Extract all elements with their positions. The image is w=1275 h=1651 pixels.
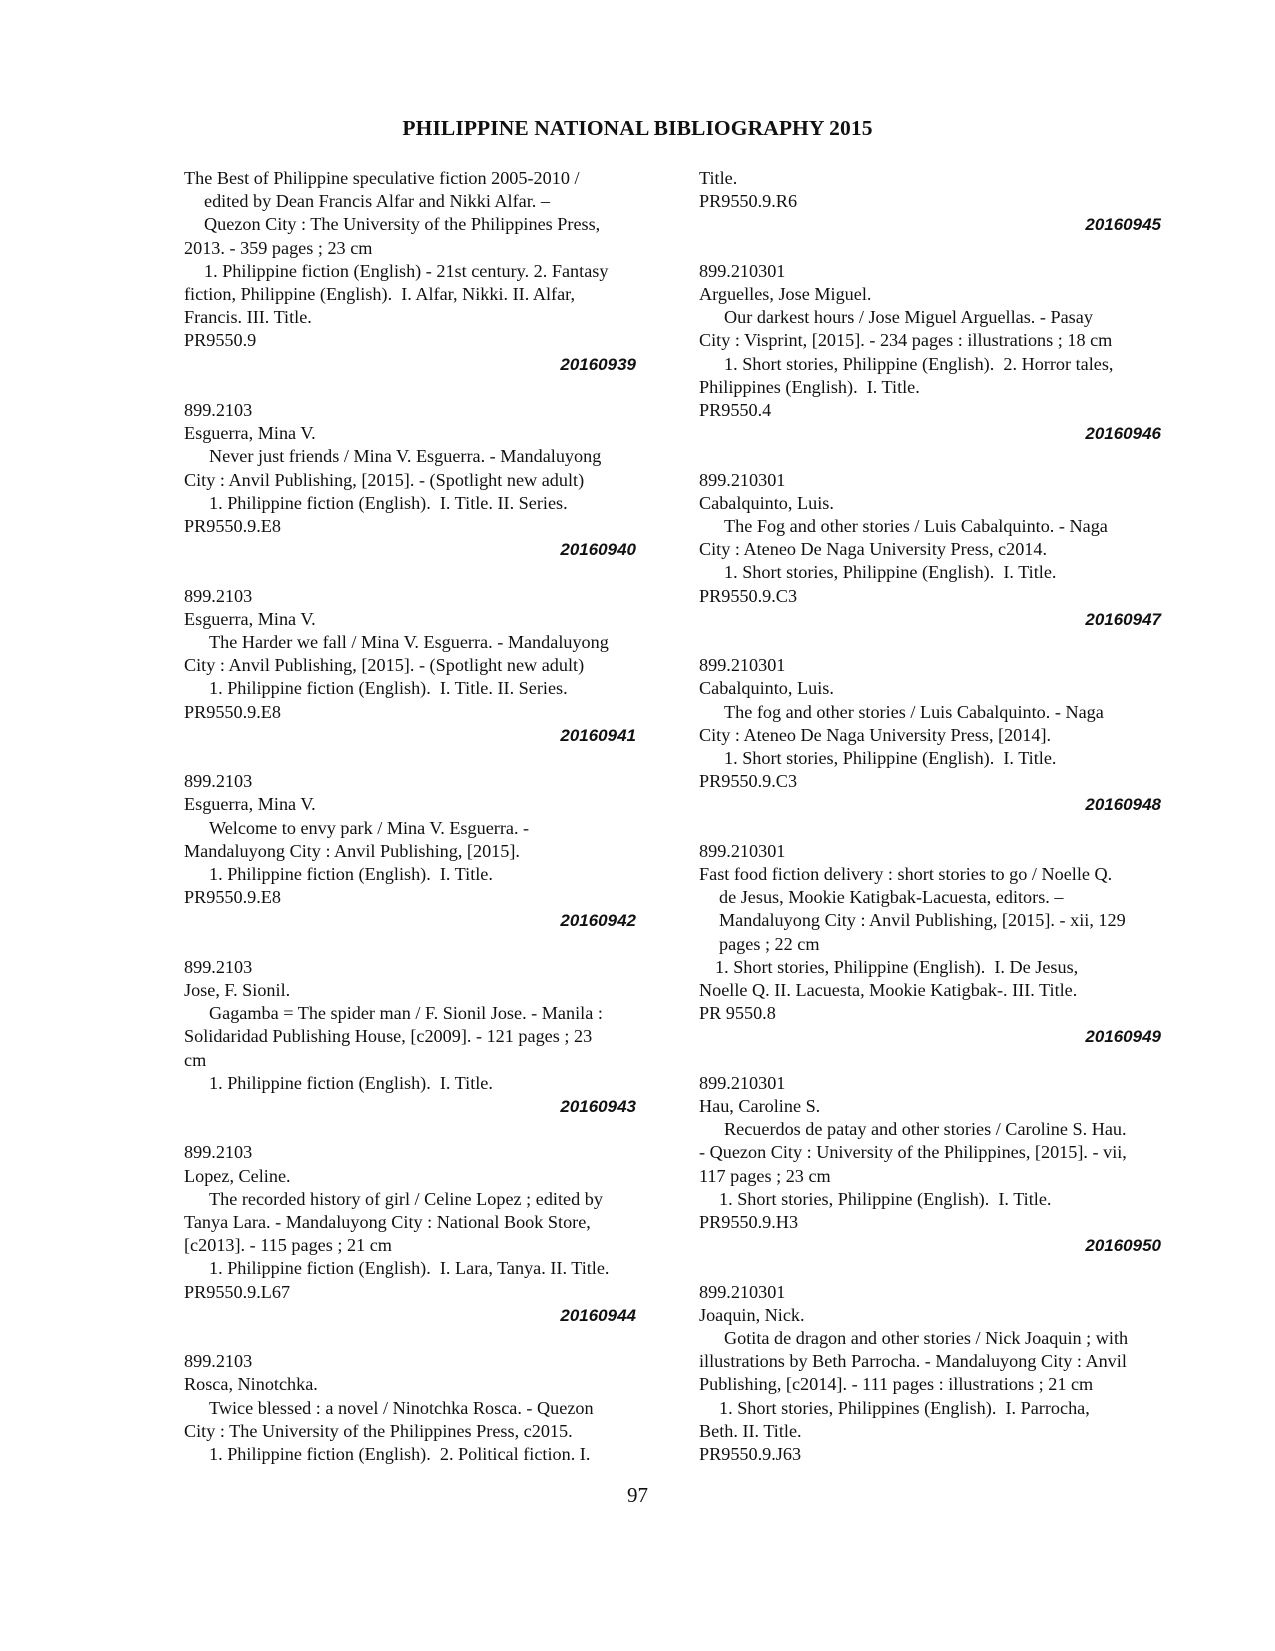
- classification-number: 899.2103: [184, 585, 253, 606]
- entry-subjects-line: 1. Philippine fiction (English). I. Title.: [209, 1072, 493, 1093]
- bibliographic-entry: [699, 1072, 1179, 1258]
- classification-number: 899.210301: [699, 655, 786, 676]
- entry-text-line: Solidaridad Publishing House, [c2009]. - 121 pages ; 23: [184, 1026, 593, 1047]
- entry-subjects-line: Philippines (English). I. Title.: [699, 376, 920, 397]
- control-number: 20160940: [560, 540, 636, 560]
- bibliographic-entry: [184, 399, 654, 561]
- entry-subjects-line: 1. Short stories, Philippine (English). I. Title.: [724, 562, 1057, 583]
- bibliographic-entry: [699, 167, 1179, 237]
- classification-number: 899.210301: [699, 1281, 786, 1302]
- author-heading: Arguelles, Jose Miguel.: [699, 284, 872, 304]
- entry-text-line: The Harder we fall / Mina V. Esguerra. - Mandaluyong: [209, 632, 609, 653]
- author-heading: Cabalquinto, Luis.: [699, 492, 834, 513]
- author-heading: Rosca, Ninotchka.: [184, 1374, 318, 1395]
- entry-text-line: Mandaluyong City : Anvil Publishing, [2015].: [184, 840, 520, 861]
- bibliographic-entry: [699, 260, 1179, 446]
- entry-text-line: Recuerdos de patay and other stories / Caroline S. Hau.: [724, 1119, 1127, 1140]
- author-heading: Joaquin, Nick.: [699, 1304, 805, 1325]
- call-number: PR9550.9.H3: [699, 1212, 799, 1233]
- page-number: 97: [627, 1483, 648, 1507]
- classification-number: 899.2103: [184, 956, 253, 977]
- entry-subjects-line: 1. Philippine fiction (English). I. Title. II. Series.: [209, 492, 568, 513]
- control-number: 20160946: [1085, 424, 1161, 444]
- control-number: 20160948: [1085, 795, 1161, 815]
- entry-subjects-line: Noelle Q. II. Lacuesta, Mookie Katigbak-. III. Title.: [699, 980, 1078, 1001]
- control-number: 20160947: [1085, 609, 1161, 629]
- entry-text-line: The recorded history of girl / Celine Lopez ; edited by: [209, 1188, 603, 1209]
- control-number: 20160950: [1085, 1236, 1161, 1256]
- call-number: PR9550.4: [699, 400, 772, 421]
- entry-subjects-line: 1. Short stories, Philippine (English). I. Title.: [719, 1188, 1052, 1209]
- author-heading: Jose, F. Sionil.: [184, 980, 291, 1001]
- bibliographic-entry: [184, 585, 654, 747]
- call-number: PR 9550.8: [699, 1003, 776, 1024]
- entry-text-line: City : Ateneo De Naga University Press, [2014].: [699, 724, 1052, 745]
- classification-number: 899.210301: [699, 1072, 786, 1093]
- bibliographic-entry: [184, 1141, 654, 1327]
- entry-subjects-line: 1. Philippine fiction (English). I. Title. II. Series.: [209, 678, 568, 699]
- bibliographic-entry: [184, 956, 654, 1118]
- bibliographic-entry: [699, 840, 1179, 1049]
- bibliographic-entry: [699, 469, 1179, 631]
- classification-number: 899.210301: [699, 840, 786, 861]
- entry-title-line: Fast food fiction delivery : short stories to go / Noelle Q.: [699, 864, 1113, 885]
- control-number: 20160944: [560, 1305, 636, 1325]
- entry-text-line: Never just friends / Mina V. Esguerra. - Mandaluyong: [209, 446, 602, 467]
- entry-text-line: - Quezon City : University of the Philippines, [2015]. - vii,: [699, 1142, 1127, 1163]
- call-number: PR9550.9.R6: [699, 191, 798, 212]
- classification-number: 899.2103: [184, 771, 253, 792]
- author-heading: Hau, Caroline S.: [699, 1096, 821, 1117]
- bibliographic-entry: [184, 1350, 654, 1466]
- entry-subjects-line: 1. Short stories, Philippine (English). I. Title.: [724, 748, 1057, 769]
- control-number: 20160941: [560, 725, 636, 745]
- control-number: 20160949: [1085, 1027, 1161, 1047]
- classification-number: 899.2103: [184, 1351, 253, 1372]
- entry-subjects-line: 1. Short stories, Philippines (English). I. Parrocha,: [719, 1397, 1090, 1418]
- entry-text-line: Welcome to envy park / Mina V. Esguerra. -: [209, 817, 530, 838]
- entry-title-line: The Best of Philippine speculative fiction 2005-2010 /: [184, 168, 580, 188]
- entry-subjects-line: 1. Short stories, Philippine (English). I. De Jesus,: [715, 956, 1079, 977]
- author-heading: Esguerra, Mina V.: [184, 794, 316, 815]
- entry-text-line: Tanya Lara. - Mandaluyong City : National Book Store,: [184, 1212, 591, 1233]
- entry-text-line: illustrations by Beth Parrocha. - Mandaluyong City : Anvil: [699, 1351, 1127, 1372]
- entry-text-line: City : Visprint, [2015]. - 234 pages : illustrations ; 18 cm: [699, 330, 1113, 351]
- entry-text-line: The fog and other stories / Luis Cabalquinto. - Naga: [724, 701, 1104, 722]
- entry-text-line: City : Anvil Publishing, [2015]. - (Spotlight new adult): [184, 469, 585, 490]
- control-number: 20160945: [1085, 215, 1161, 235]
- classification-number: 899.210301: [699, 469, 786, 490]
- call-number: PR9550.9.C3: [699, 585, 798, 606]
- call-number: PR9550.9.E8: [184, 516, 282, 537]
- call-number: PR9550.9: [184, 330, 257, 351]
- call-number: PR9550.9.E8: [184, 701, 282, 722]
- entry-text-line: edited by Dean Francis Alfar and Nikki Alfar. –: [204, 191, 550, 212]
- entry-subjects-line: 1. Philippine fiction (English). I. Title.: [209, 864, 493, 885]
- entry-subjects-line: 1. Philippine fiction (English). I. Lara, Tanya. II. Title.: [209, 1258, 610, 1279]
- control-number: 20160939: [560, 354, 636, 374]
- call-number: PR9550.9.C3: [699, 771, 798, 792]
- entry-text-line: [c2013]. - 115 pages ; 21 cm: [184, 1235, 392, 1256]
- entry-subjects-line: Beth. II. Title.: [699, 1420, 802, 1441]
- bibliographic-entry: [184, 167, 654, 376]
- entry-text-line: Twice blessed : a novel / Ninotchka Rosca. - Quezon: [209, 1397, 594, 1418]
- call-number: PR9550.9.J63: [699, 1444, 802, 1465]
- entry-text-line: 117 pages ; 23 cm: [699, 1165, 831, 1186]
- entry-subjects-line: 1. Short stories, Philippine (English). 2. Horror tales,: [724, 353, 1114, 374]
- entry-text-line: Mandaluyong City : Anvil Publishing, [2015]. - xii, 129: [719, 910, 1126, 931]
- author-heading: Esguerra, Mina V.: [184, 423, 316, 444]
- entry-subjects-line: Title.: [699, 168, 738, 188]
- author-heading: Cabalquinto, Luis.: [699, 678, 834, 699]
- entry-subjects-line: Francis. III. Title.: [184, 307, 312, 328]
- bibliographic-entry: [699, 1281, 1179, 1467]
- entry-text-line: Gotita de dragon and other stories / Nick Joaquin ; with: [724, 1328, 1129, 1349]
- left-column: [184, 167, 654, 1466]
- call-number: PR9550.9.E8: [184, 887, 282, 908]
- entry-text-line: 2013. - 359 pages ; 23 cm: [184, 237, 373, 258]
- call-number: PR9550.9.L67: [184, 1281, 291, 1302]
- entry-text-line: de Jesus, Mookie Katigbak-Lacuesta, editors. –: [719, 887, 1064, 908]
- right-column: [699, 167, 1179, 1466]
- entry-text-line: City : Ateneo De Naga University Press, c2014.: [699, 539, 1048, 560]
- bibliographic-entry: [184, 770, 654, 932]
- entry-subjects-line: 1. Philippine fiction (English) - 21st century. 2. Fantasy: [204, 260, 609, 281]
- classification-number: 899.210301: [699, 260, 786, 281]
- entry-text-line: cm: [184, 1049, 207, 1070]
- entry-text-line: pages ; 22 cm: [719, 933, 820, 954]
- entry-text-line: Publishing, [c2014]. - 111 pages : illustrations ; 21 cm: [699, 1374, 1094, 1395]
- control-number: 20160943: [560, 1097, 636, 1117]
- entry-text-line: City : Anvil Publishing, [2015]. - (Spotlight new adult): [184, 655, 585, 676]
- entry-text-line: Quezon City : The University of the Philippines Press,: [204, 214, 601, 235]
- entry-text-line: Our darkest hours / Jose Miguel Arguellas. - Pasay: [724, 307, 1093, 328]
- classification-number: 899.2103: [184, 400, 253, 421]
- control-number: 20160942: [560, 911, 636, 931]
- bibliographic-entry: [699, 654, 1179, 816]
- classification-number: 899.2103: [184, 1142, 253, 1163]
- entry-text-line: City : The University of the Philippines Press, c2015.: [184, 1420, 573, 1441]
- author-heading: Lopez, Celine.: [184, 1165, 291, 1186]
- author-heading: Esguerra, Mina V.: [184, 608, 316, 629]
- entry-subjects-line: fiction, Philippine (English). I. Alfar, Nikki. II. Alfar,: [184, 284, 576, 305]
- entry-subjects-line: 1. Philippine fiction (English). 2. Political fiction. I.: [209, 1444, 591, 1465]
- entry-text-line: Gagamba = The spider man / F. Sionil Jose. - Manila :: [209, 1003, 603, 1024]
- entry-text-line: The Fog and other stories / Luis Cabalquinto. - Naga: [724, 516, 1108, 537]
- page-title: PHILIPPINE NATIONAL BIBLIOGRAPHY 2015: [402, 116, 873, 140]
